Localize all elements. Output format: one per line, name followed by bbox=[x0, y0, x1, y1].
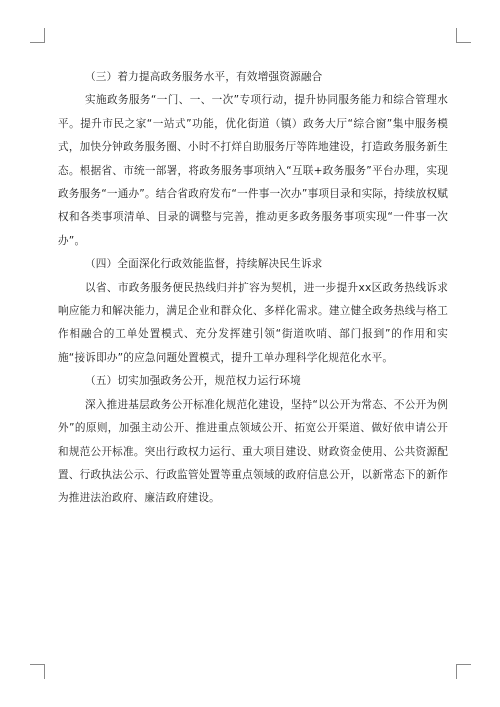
crop-mark-top-right bbox=[456, 28, 471, 43]
section-heading: （四）全面深化行政效能监督，持续解决民生诉求 bbox=[85, 258, 323, 271]
document-body bbox=[58, 66, 448, 511]
section-heading: （三）着力提高政务服务水平，有效增强资源融合 bbox=[85, 71, 323, 83]
crop-mark-bottom-right bbox=[456, 664, 471, 679]
crop-mark-top-left bbox=[30, 28, 45, 43]
section-3 bbox=[58, 66, 448, 253]
section-heading: （五）切实加强政务公开，规范权力运行环境 bbox=[85, 375, 301, 388]
section-5 bbox=[58, 370, 448, 510]
paragraph: 实施政务服务“一门、一、一次”专项行动，提升协同服务能力和综合管理水平。提升市民之家“一站式”功能，优化街道（镇）政务大厅“综合窗”集中服务模式，加快分钟政务服务圈、小时不打烊自助服务厅等阵地建设，打造政务服务新生态。根据省、市统一部署，将政务服务事项纳入“互联+政务服务”平台办理，实现政务服务“一通办”。结合省政府发布“一件事一次办”事项目录和实际，持续放权赋权和各类事项清单、目录的调整与完善，推动更多政务服务事项实现“一件事一次办”。 bbox=[58, 94, 448, 247]
paragraph: 以省、市政务服务便民热线归并扩容为契机，进一步提升xx区政务热线诉求响应能力和解决能力，满足企业和群众化、多样化需求。建立健全政务热线与格工作相融合的工单处置模式、充分发挥建引领“街道吹哨、部门报到”的作用和实施“接诉即办”的应急问题处置模式，提升工单办理科学化规范化水平。 bbox=[58, 281, 448, 364]
paragraph: 深入推进基层政务公开标准化规范化建设，坚持“以公开为常态、不公开为例外”的原则，加强主动公开、推进重点领域公开、拓宽公开渠道、做好依申请公开和规范公开标准。突出行政权力运行、重大项目建设、财政资金使用、公共资源配置、行政执法公示、行政监管处置等重点领域的政府信息公开，以新常态下的新作为推进法治政府、廉洁政府建设。 bbox=[58, 398, 448, 505]
section-4 bbox=[58, 253, 448, 370]
crop-mark-bottom-left bbox=[30, 664, 45, 679]
